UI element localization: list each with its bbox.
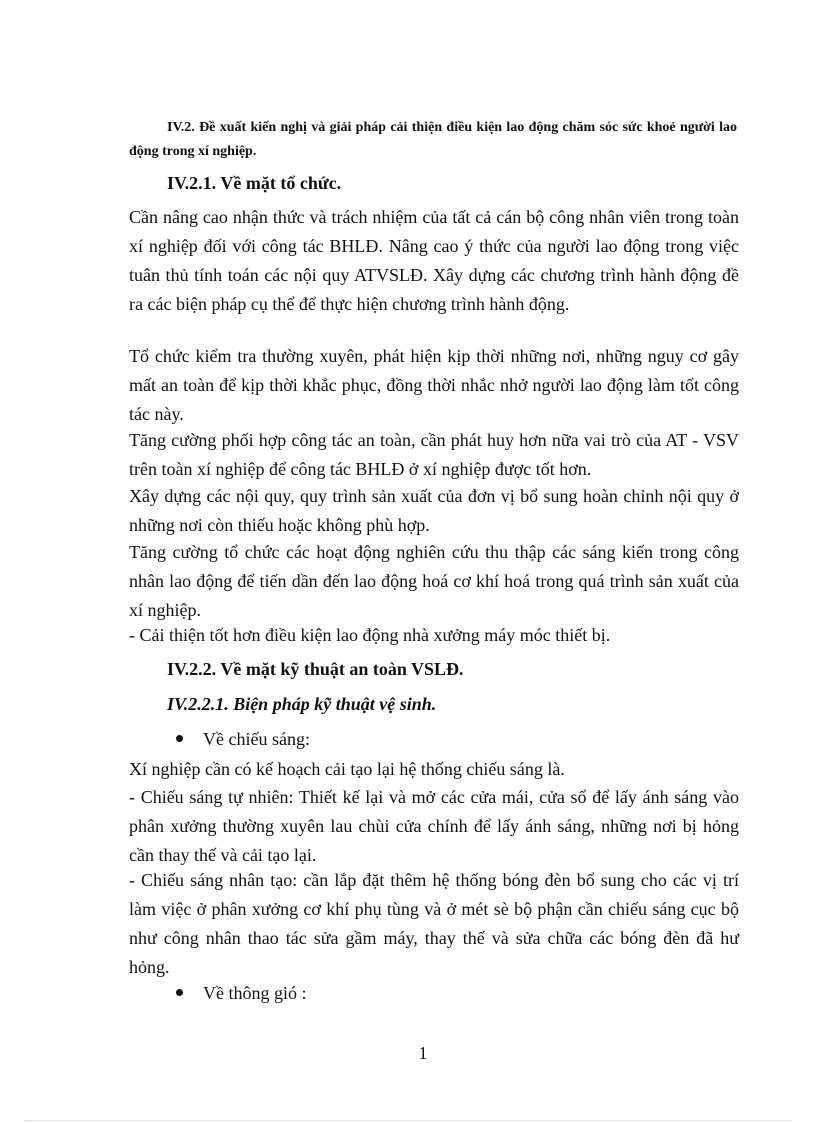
- paragraph-7: Xí nghiệp cần có kế hoạch cải tạo lại hệ thống chiếu sáng là.: [129, 759, 565, 779]
- bullet-dot-icon: [176, 989, 183, 996]
- paragraph-6: - Cải thiện tốt hơn điều kiện lao động nhà xưởng máy móc thiết bị.: [129, 625, 611, 645]
- subsection-2-1-heading: IV.2.2.1. Biện pháp kỹ thuật vệ sinh.: [167, 694, 437, 714]
- section-title: IV.2. Đề xuất kiến nghị và giải pháp cải thiện điều kiện lao động chăm sóc sức khoẻ người lao động trong xí nghiệp.: [129, 120, 737, 159]
- paragraph-2: Tổ chức kiểm tra thường xuyên, phát hiện kịp thời những nơi, những nguy cơ gây mất an toàn để kịp thời khắc phục, đồng thời nhắc nhở người lao động làm tốt công tác này.: [129, 346, 739, 424]
- paragraph-9: - Chiếu sáng nhân tạo: cần lắp đặt thêm hệ thống bóng đèn bổ sung cho các vị trí làm việc ở phân xưởng cơ khí phụ tùng và ở mét sè bộ phận cần chiếu sáng cục bộ như công nhân thao tác sửa gầm máy, thay thế và sửa chữa các bóng đèn đã hư hỏng.: [129, 870, 739, 977]
- paragraph-8: - Chiếu sáng tự nhiên: Thiết kế lại và mở các cửa mái, cửa sổ để lấy ánh sáng vào phân xưởng thường xuyên lau chùi cửa chính để lấy ánh sáng, những nơi bị hỏng cần thay thế và cải tạo lại.: [129, 787, 739, 865]
- bullet-lighting-label: Về chiếu sáng:: [203, 729, 310, 749]
- paragraph-5: Tăng cường tổ chức các hoạt động nghiên cứu thu thập các sáng kiến trong công nhân lao động để tiến dần đến lao động hoá cơ khí hoá trong quá trình sản xuất của xí nghiệp.: [129, 542, 739, 620]
- bullet-ventilation-label: Về thông gió :: [203, 983, 307, 1003]
- page-number: 1: [418, 1043, 428, 1063]
- bullet-ventilation: [176, 983, 307, 1004]
- paragraph-1: Cần nâng cao nhận thức và trách nhiệm của tất cả cán bộ công nhân viên trong toàn xí nghiệp đối với công tác BHLĐ. Nâng cao ý thức của người lao động trong việc tuân thủ tính toán các nội quy ATVSLĐ. Xây dựng các chương trình hành động đề ra các biện pháp cụ thể để thực hiện chương trình hành động.: [129, 207, 739, 314]
- subsection-2-heading: IV.2.2. Về mặt kỹ thuật an toàn VSLĐ.: [167, 659, 464, 679]
- bullet-lighting: [176, 729, 310, 750]
- footer-divider: [24, 1120, 792, 1121]
- subsection-1-heading: IV.2.1. Về mặt tổ chức.: [167, 173, 342, 193]
- bullet-dot-icon: [176, 735, 183, 742]
- paragraph-3: Tăng cường phối hợp công tác an toàn, cần phát huy hơn nữa vai trò của AT - VSV trên toàn xí nghiệp để công tác BHLĐ ở xí nghiệp được tốt hơn.: [129, 430, 739, 479]
- paragraph-4: Xây dựng các nội quy, quy trình sản xuất của đơn vị bổ sung hoàn chỉnh nội quy ở những nơi còn thiếu hoặc không phù hợp.: [129, 486, 739, 535]
